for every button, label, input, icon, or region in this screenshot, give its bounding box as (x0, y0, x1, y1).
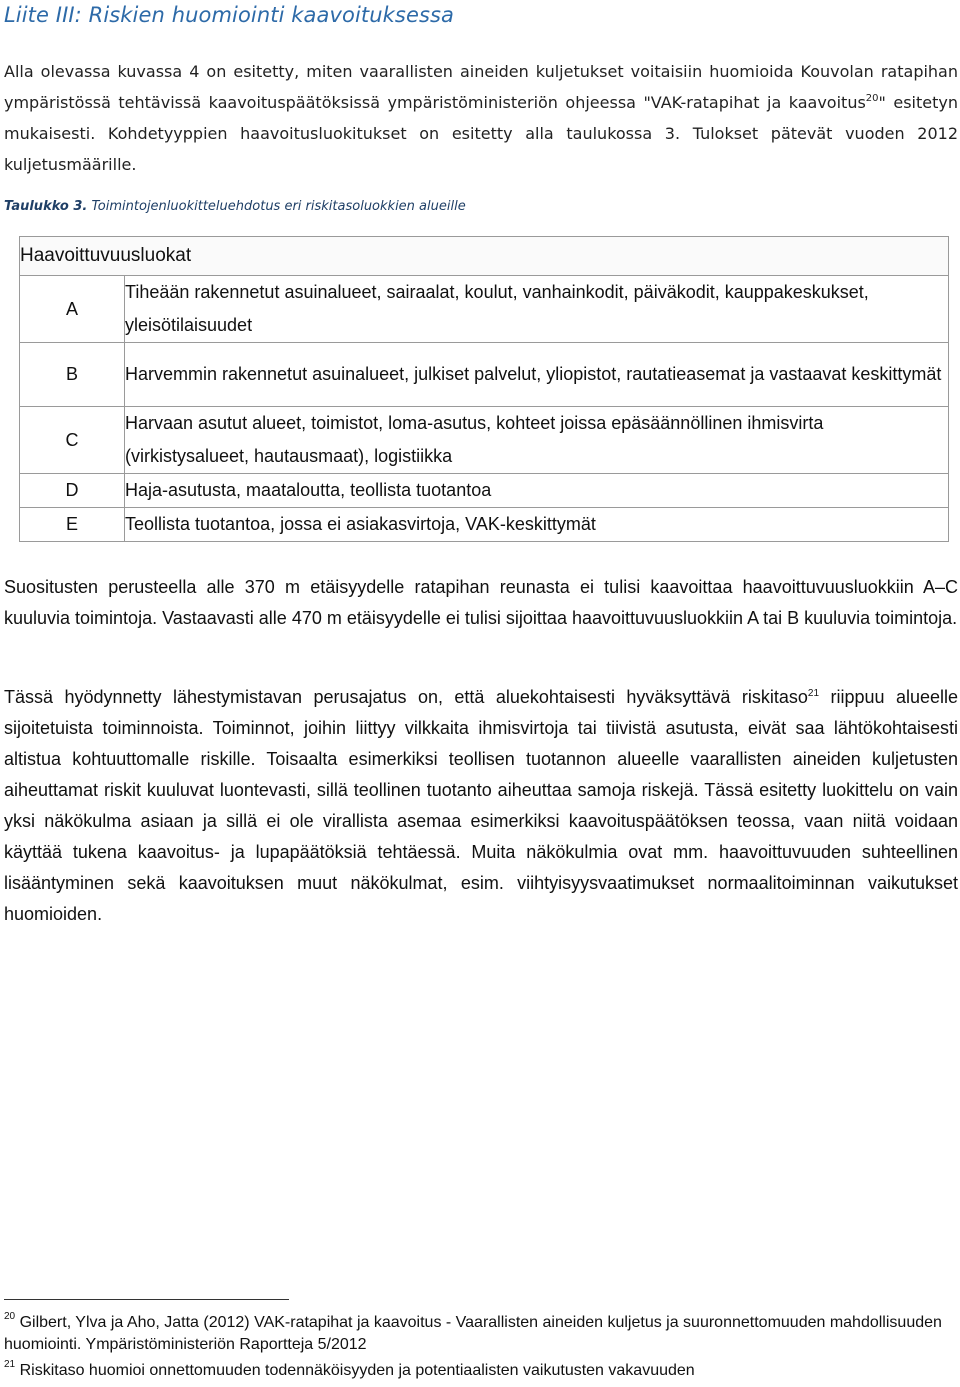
intro-text-1: Alla olevassa kuvassa 4 on esitetty, miten vaarallisten aineiden kuljetukset voitaisiin huomioida Kouvolan ratapihan ympäristössä tehtävissä kaavoituspäätöksissä ympäristöministeriön ohjeessa "VAK-ratapihat ja kaavoitus (4, 62, 958, 112)
body-text-2: riippuu alueelle sijoitetuista toiminnoista. Toiminnot, joihin liittyy vilkkaita ihmisvirtoja tai tiivistä asutusta, eivät saa lähtökohtaisesti altistua kohtuuttomalle riskille. Toisaalta esimerkiksi teollisen tuotannon alueelle vaarallisten aineiden kuljetusten aiheuttamat riskit kuuluvat luontevasti, sillä teollinen tuotanto aiheuttaa samoja riskejä. Tässä esitetty luokittelu on vain yksi näkökulma asiaan ja sillä ei ole virallista asemaa esimerkiksi kaavoituspäätöksen teossa, vaan niitä voidaan käyttää tukena kaavoitus- ja lupapäätöksiä tehtäessä. Muita näkökulmia ovat mm. haavoittuvuuden suhteellinen lisääntyminen sekä kaavoituksen muut näkökulmat, esim. viihtyisyysvaatimukset normaalitoiminnan vaikutukset huomioiden. (4, 687, 958, 924)
footnote-text: Gilbert, Ylva ja Aho, Jatta (2012) VAK-ratapihat ja kaavoitus - Vaarallisten aineiden kuljetus ja suuronnettomuuden mahdollisuuden huomiointi. Ympäristöministeriön Raportteja 5/2012 (4, 1314, 942, 1353)
table-row (20, 508, 949, 542)
class-label: C (20, 407, 125, 474)
class-label: A (20, 276, 125, 343)
class-description: Teollista tuotantoa, jossa ei asiakasvirtoja, VAK-keskittymät (125, 508, 949, 542)
class-description: Harvaan asutut alueet, toimistot, loma-asutus, kohteet joissa epäsäännöllinen ihmisvirta (virkistysalueet, hautausmaat), logistiikka (125, 407, 949, 474)
class-label: D (20, 474, 125, 508)
table-row (20, 407, 949, 474)
footnote-21 (4, 1360, 958, 1382)
footnote-20 (4, 1312, 958, 1356)
table-caption (4, 199, 466, 214)
body-text-1: Tässä hyödynnetty lähestymistavan perusajatus on, että aluekohtaisesti hyväksyttävä riskitaso (4, 687, 808, 707)
footnote-ref-21[interactable]: 21 (807, 688, 820, 699)
vulnerability-class-table (19, 236, 949, 542)
footnote-ref-20[interactable]: 20 (865, 93, 879, 104)
footnote-divider (4, 1299, 289, 1300)
class-label: B (20, 343, 125, 407)
footnote-number: 21 (4, 1359, 16, 1370)
class-label: E (20, 508, 125, 542)
footnote-text: Riskitaso huomioi onnettomuuden todennäköisyyden ja potentiaalisten vaikutusten vakavuuden (19, 1362, 695, 1379)
body-paragraph-distance: Suositusten perusteella alle 370 m etäisyydelle ratapihan reunasta ei tulisi kaavoittaa haavoittuvuusluokkiin A–C kuuluvia toimintoja. Vastaavasti alle 470 m etäisyydelle ei tulisi sijoittaa haavoittuvuusluokkiin A tai B kuuluvia toimintoja. (4, 577, 958, 628)
table-caption-label: Taulukko 3. (4, 199, 88, 214)
table-row (20, 474, 949, 508)
table-header-row (20, 237, 949, 276)
class-description: Tiheään rakennetut asuinalueet, sairaalat, koulut, vanhainkodit, päiväkodit, kauppakeskukset, yleisötilaisuudet (125, 276, 949, 343)
table-row (20, 343, 949, 407)
body-paragraph-approach (4, 682, 958, 930)
page-title: Liite III: Riskien huomiointi kaavoituksessa (4, 3, 455, 27)
intro-text-2: " esitetyn mukaisesti. Kohdetyyppien haavoitusluokitukset on esitetty alla taulukossa 3. Tulokset pätevät vuoden 2012 kuljetusmäärille. (4, 93, 958, 174)
class-description: Harvemmin rakennetut asuinalueet, julkiset palvelut, yliopistot, rautatieasemat ja vastaavat keskittymät (125, 343, 949, 407)
table-header: Haavoittuvuusluokat (20, 237, 949, 276)
class-description: Haja-asutusta, maataloutta, teollista tuotantoa (125, 474, 949, 508)
table-row (20, 276, 949, 343)
intro-paragraph (4, 56, 958, 180)
footnote-number: 20 (4, 1311, 16, 1322)
table-caption-text: Toimintojenluokitteluehdotus eri riskitasoluokkien alueille (87, 199, 466, 214)
